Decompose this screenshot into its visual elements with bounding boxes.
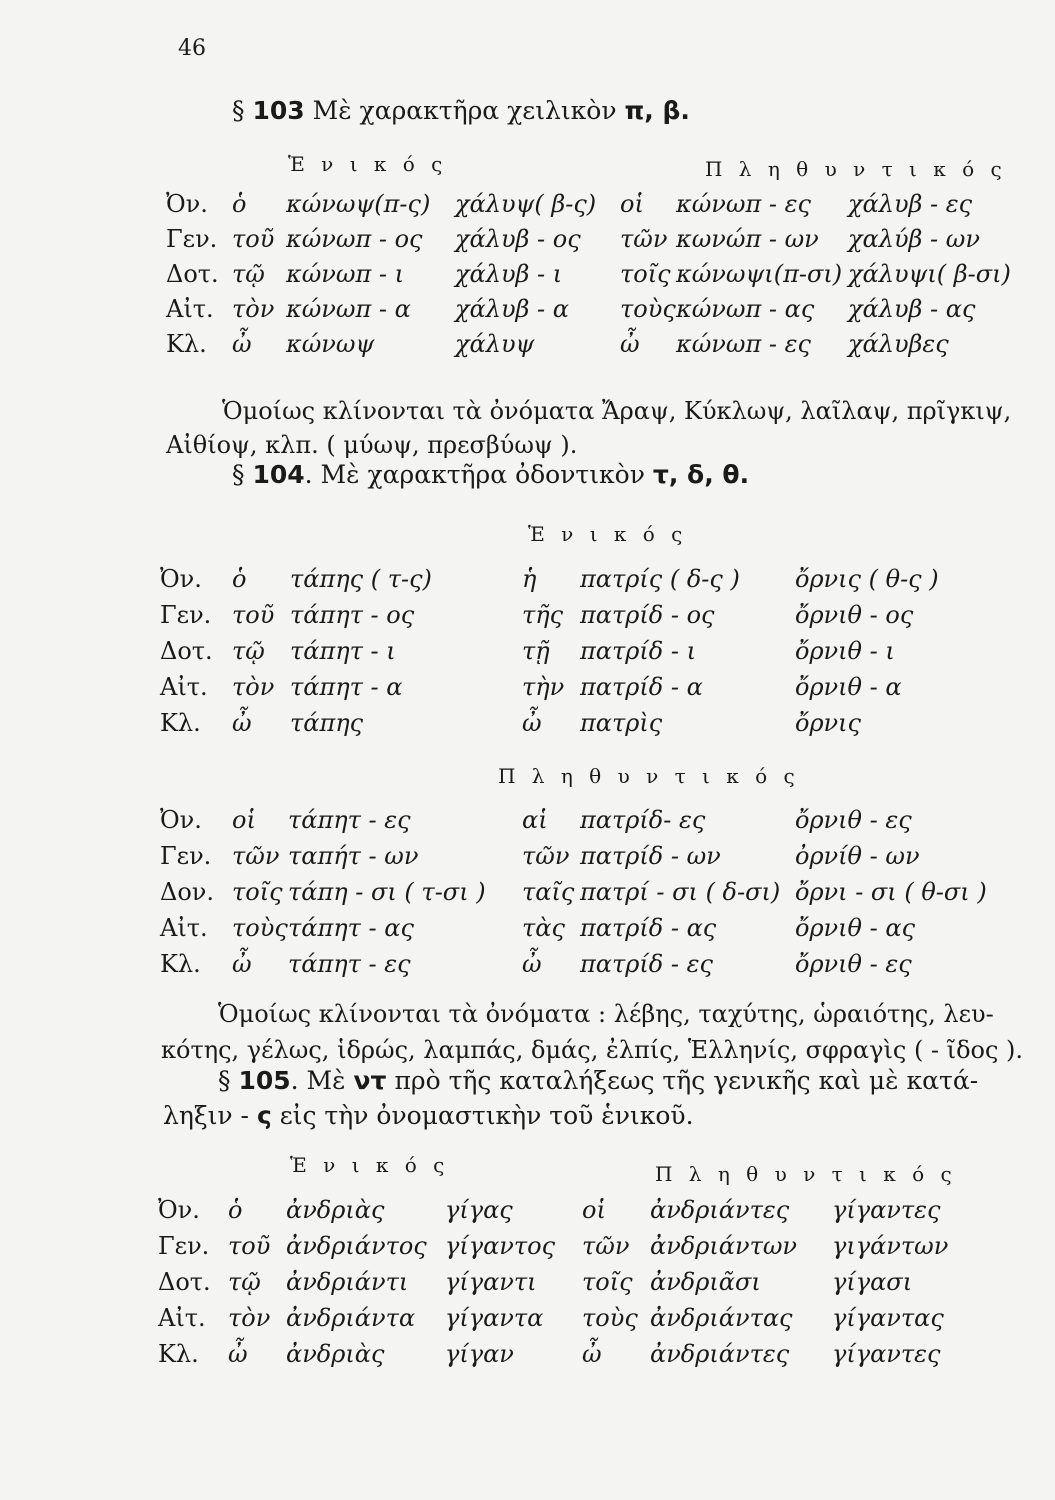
section-sign: § bbox=[232, 96, 245, 125]
article: τῷ bbox=[232, 260, 265, 288]
word-form: γίγαντι bbox=[445, 1268, 537, 1296]
case-label: Δον. bbox=[160, 878, 214, 906]
word-form: τάπητ - ι bbox=[290, 637, 396, 665]
section-title-text: Μὲ χαρακτῆρα χειλικὸν bbox=[312, 96, 617, 125]
section-105-title-line2 bbox=[163, 1101, 694, 1130]
word-form: ὄρνιθ - ες bbox=[795, 806, 912, 834]
word-form: κώνωπ - α bbox=[286, 295, 411, 323]
article: τῇ bbox=[522, 637, 550, 665]
word-form: χάλυψι( β-σι) bbox=[848, 260, 1011, 288]
case-label: Αἰτ. bbox=[160, 914, 208, 942]
word-form: χάλυβ - ι bbox=[455, 260, 563, 288]
article: ὦ bbox=[522, 709, 542, 737]
section-sign: § bbox=[232, 460, 245, 489]
word-form: ὄρνιθ - ες bbox=[795, 950, 912, 978]
singular-heading: Ἑ ν ι κ ό ς bbox=[528, 522, 688, 546]
page-number: 46 bbox=[178, 36, 206, 61]
article: τὴν bbox=[522, 673, 565, 701]
title-line2-end: εἰς τὴν ὀνομαστικὴν τοῦ ἑνικοῦ. bbox=[279, 1101, 694, 1130]
note-103-line1: Ὁμοίως κλίνονται τὰ ὀνόματα Ἄραψ, Κύκλωψ, λαῖλαψ, πρῖγκιψ, bbox=[222, 397, 1012, 425]
word-form: κώνωψ(π-ς) bbox=[286, 190, 431, 218]
note-104-line1: Ὁμοίως κλίνονται τὰ ὀνόματα : λέβης, ταχύτης, ὡραιότης, λευ- bbox=[218, 1000, 994, 1028]
section-title-text: . Μὲ bbox=[290, 1066, 346, 1095]
case-label: Δοτ. bbox=[158, 1268, 211, 1296]
word-form: ἀνδριάντες bbox=[650, 1340, 790, 1368]
case-label: Γεν. bbox=[166, 225, 218, 253]
section-number: 105 bbox=[238, 1066, 291, 1095]
case-label: Δοτ. bbox=[166, 260, 219, 288]
article: τοὺς bbox=[620, 295, 676, 323]
word-form: κώνωπ - ος bbox=[286, 225, 423, 253]
word-form: ἀνδριὰς bbox=[286, 1340, 385, 1368]
singular-heading: Ἑ ν ι κ ό ς bbox=[288, 152, 448, 176]
article: τῷ bbox=[228, 1268, 261, 1296]
word-form: κωνώπ - ων bbox=[676, 225, 819, 253]
case-label: Γεν. bbox=[160, 601, 212, 629]
word-form: τάπη - σι ( τ-σι ) bbox=[288, 878, 486, 906]
word-form: πατρί - σι ( δ-σι) bbox=[580, 878, 781, 906]
word-form: πατρίδ - ες bbox=[580, 950, 713, 978]
word-form: ὄρνις ( θ-ς ) bbox=[795, 565, 939, 593]
word-form: κώνωψ bbox=[286, 330, 375, 358]
case-label: Ὀν. bbox=[166, 190, 208, 218]
case-label: Αἰτ. bbox=[166, 295, 214, 323]
note-104-line2: κότης, γέλως, ἱδρώς, λαμπάς, δμάς, ἐλπίς, Ἑλληνίς, σφραγὶς ( - ῖδος ). bbox=[161, 1036, 1024, 1064]
word-form: κώνωπ - ι bbox=[286, 260, 405, 288]
word-form: χάλυβ - ος bbox=[455, 225, 581, 253]
article: ὁ bbox=[232, 190, 247, 218]
case-label: Κλ. bbox=[158, 1340, 199, 1368]
article: τοῖς bbox=[582, 1268, 633, 1296]
section-number: 104 bbox=[252, 460, 305, 489]
case-label: Κλ. bbox=[160, 709, 201, 737]
section-title-text: . Μὲ χαρακτῆρα ὀδοντικὸν bbox=[304, 460, 645, 489]
word-form: τάπητ - ες bbox=[288, 950, 411, 978]
article: ὦ bbox=[228, 1340, 248, 1368]
word-form: τάπητ - ας bbox=[288, 914, 414, 942]
word-form: τάπητ - ος bbox=[290, 601, 415, 629]
word-form: χάλυψ( β-ς) bbox=[455, 190, 597, 218]
singular-heading: Ἑ ν ι κ ό ς bbox=[290, 1153, 450, 1177]
word-form: πατρίδ- ες bbox=[580, 806, 706, 834]
word-form: τάπης ( τ-ς) bbox=[290, 565, 432, 593]
word-form: ἀνδριάντας bbox=[650, 1304, 793, 1332]
section-103-title bbox=[232, 96, 690, 125]
article: τῶν bbox=[620, 225, 668, 253]
word-form: ὄρνιθ - ας bbox=[795, 914, 916, 942]
word-form: ὄρνιθ - ι bbox=[795, 637, 895, 665]
article: τοὺς bbox=[582, 1304, 638, 1332]
nt-letters: ντ bbox=[353, 1066, 387, 1095]
word-form: ἀνδριάντος bbox=[286, 1232, 427, 1260]
article: τὰς bbox=[522, 914, 565, 942]
article: ἡ bbox=[522, 565, 537, 593]
case-label: Γεν. bbox=[160, 842, 212, 870]
plural-heading: Π λ η θ υ ν τ ι κ ό ς bbox=[655, 1162, 957, 1186]
article: τῆς bbox=[522, 601, 564, 629]
word-form: ὄρνιθ - α bbox=[795, 673, 902, 701]
word-form: ὄρνι - σι ( θ-σι ) bbox=[795, 878, 987, 906]
note-103-line2: Αἰθίοψ, κλπ. ( μύωψ, πρεσβύωψ ). bbox=[166, 431, 578, 459]
article: τὸν bbox=[228, 1304, 271, 1332]
section-consonants: π, β. bbox=[624, 96, 690, 125]
word-form: κώνωπ - ες bbox=[676, 190, 811, 218]
word-form: ἀνδριάντα bbox=[286, 1304, 416, 1332]
article: τοῦ bbox=[232, 225, 275, 253]
case-label: Ὀν. bbox=[160, 565, 202, 593]
word-form: τάπητ - ες bbox=[288, 806, 411, 834]
article: ὁ bbox=[228, 1196, 243, 1224]
word-form: πατρὶς bbox=[580, 709, 663, 737]
article: ὦ bbox=[582, 1340, 602, 1368]
word-form: ὄρνις bbox=[795, 709, 861, 737]
article: τῷ bbox=[232, 637, 265, 665]
word-form: κώνωπ - ες bbox=[676, 330, 811, 358]
word-form: τάπης bbox=[290, 709, 364, 737]
article: τῶν bbox=[522, 842, 570, 870]
word-form: γίγαντας bbox=[832, 1304, 944, 1332]
word-form: κώνωπ - ας bbox=[676, 295, 815, 323]
section-consonants: τ, δ, θ. bbox=[652, 460, 750, 489]
word-form: ὄρνιθ - ος bbox=[795, 601, 914, 629]
word-form: χάλυβ - α bbox=[455, 295, 569, 323]
section-105-title bbox=[218, 1066, 978, 1095]
word-form: ὀρνίθ - ων bbox=[795, 842, 920, 870]
section-title-rest: πρὸ τῆς καταλήξεως τῆς γενικῆς καὶ μὲ κατά- bbox=[394, 1066, 979, 1095]
article: οἱ bbox=[620, 190, 644, 218]
title-line2-start: ληξιν - bbox=[163, 1101, 249, 1130]
word-form: γίγαντες bbox=[832, 1340, 941, 1368]
case-label: Κλ. bbox=[166, 330, 207, 358]
word-form: γίγασι bbox=[832, 1268, 913, 1296]
article: τῶν bbox=[232, 842, 280, 870]
word-form: γίγας bbox=[445, 1196, 513, 1224]
word-form: γίγαντα bbox=[445, 1304, 544, 1332]
word-form: πατρίδ - ας bbox=[580, 914, 717, 942]
section-sign: § bbox=[218, 1066, 231, 1095]
word-form: χάλυβες bbox=[848, 330, 949, 358]
case-label: Αἰτ. bbox=[160, 673, 208, 701]
word-form: χάλυβ - ες bbox=[848, 190, 973, 218]
article: ὦ bbox=[620, 330, 640, 358]
word-form: κώνωψι(π-σι) bbox=[676, 260, 843, 288]
case-label: Δοτ. bbox=[160, 637, 213, 665]
word-form: ἀνδριάντι bbox=[286, 1268, 409, 1296]
word-form: πατρίς ( δ-ς ) bbox=[580, 565, 740, 593]
word-form: γίγαν bbox=[445, 1340, 514, 1368]
article: τοῖς bbox=[232, 878, 283, 906]
word-form: πατρίδ - ος bbox=[580, 601, 715, 629]
plural-heading: Π λ η θ υ ν τ ι κ ό ς bbox=[705, 157, 1007, 181]
section-number: 103 bbox=[252, 96, 305, 125]
article: τοῦ bbox=[232, 601, 275, 629]
article: ὦ bbox=[522, 950, 542, 978]
word-form: ἀνδριάντες bbox=[650, 1196, 790, 1224]
word-form: ἀνδριάντων bbox=[650, 1232, 797, 1260]
article: τὸν bbox=[232, 673, 275, 701]
word-form: χάλυψ bbox=[455, 330, 535, 358]
sigma-letter: ς bbox=[256, 1101, 272, 1130]
word-form: πατρίδ - ι bbox=[580, 637, 697, 665]
word-form: ἀνδριᾶσι bbox=[650, 1268, 761, 1296]
case-label: Αἰτ. bbox=[158, 1304, 206, 1332]
article: τὸν bbox=[232, 295, 275, 323]
word-form: γίγαντες bbox=[832, 1196, 941, 1224]
article: τοῖς bbox=[620, 260, 671, 288]
article: τοὺς bbox=[232, 914, 288, 942]
word-form: ἀνδριὰς bbox=[286, 1196, 385, 1224]
article: ταῖς bbox=[522, 878, 575, 906]
article: αἱ bbox=[522, 806, 548, 834]
section-104-title bbox=[232, 460, 749, 489]
article: τῶν bbox=[582, 1232, 630, 1260]
word-form: γιγάντων bbox=[832, 1232, 949, 1260]
article: ὦ bbox=[232, 330, 252, 358]
case-label: Γεν. bbox=[158, 1232, 210, 1260]
word-form: χάλυβ - ας bbox=[848, 295, 976, 323]
case-label: Ὀν. bbox=[158, 1196, 200, 1224]
article: ὦ bbox=[232, 950, 252, 978]
word-form: πατρίδ - ων bbox=[580, 842, 721, 870]
word-form: χαλύβ - ων bbox=[848, 225, 980, 253]
article: οἱ bbox=[582, 1196, 606, 1224]
article: τοῦ bbox=[228, 1232, 271, 1260]
word-form: πατρίδ - α bbox=[580, 673, 703, 701]
word-form: γίγαντος bbox=[445, 1232, 556, 1260]
article: ὁ bbox=[232, 565, 247, 593]
case-label: Κλ. bbox=[160, 950, 201, 978]
article: οἱ bbox=[232, 806, 256, 834]
word-form: ταπήτ - ων bbox=[288, 842, 419, 870]
article: ὦ bbox=[232, 709, 252, 737]
plural-heading: Π λ η θ υ ν τ ι κ ό ς bbox=[498, 764, 800, 788]
case-label: Ὀν. bbox=[160, 806, 202, 834]
word-form: τάπητ - α bbox=[290, 673, 403, 701]
